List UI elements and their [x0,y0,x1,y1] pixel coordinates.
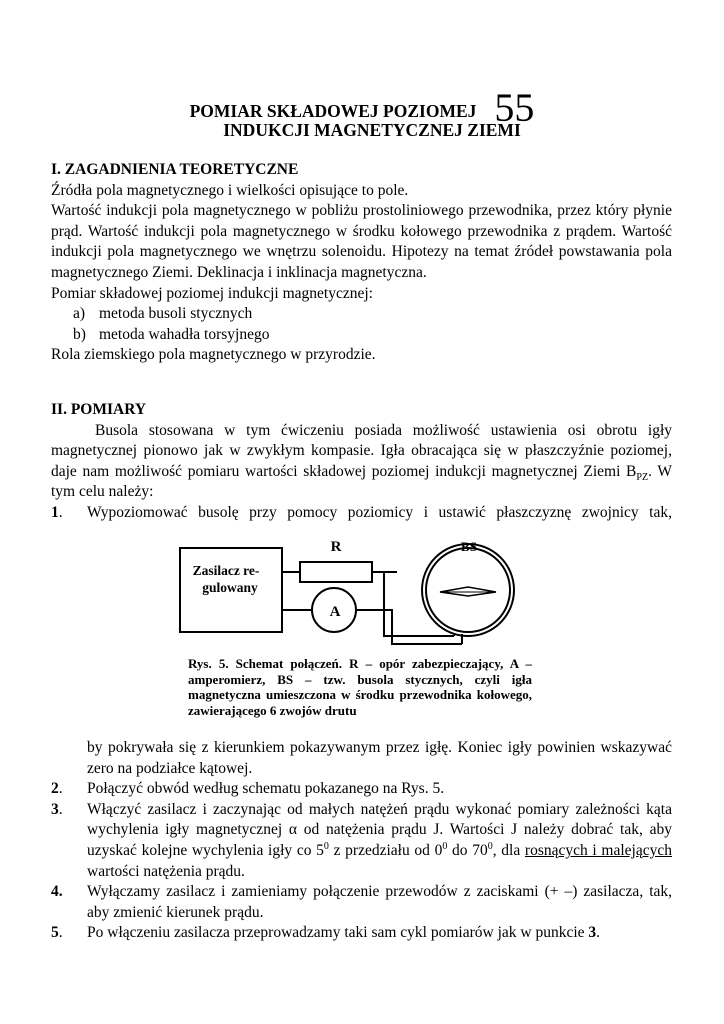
list-item [51,325,672,346]
step-text: Włączyć zasilacz i zaczynając od małych natężeń prądu wykonać pomiary zależności kąta wychylenia igły magnetycznej α od natężenia prądu J. Wartości J należy dobrać tak, aby uzyskać kolejne wychylenia igły co $5^0$ z przedziału od $0^0$ do $70^0$, dla rosnących i malejących wartości natężenia prądu. [87,800,672,880]
intro-subscript: PZ [636,471,649,483]
step-4 [51,882,672,923]
list-item-label: b) [73,325,86,343]
step-number: 3. [51,800,63,818]
step-text: Po włączeniu zasilacza przeprowadzamy taki sam cykl pomiarów jak w punkcie 3. [87,924,601,942]
compass-label: BS [461,539,477,554]
title-line1: POMIAR SKŁADOWEJ POZIOMEJ [189,101,477,121]
list-item-text: metoda wahadła torsyjnego [99,325,270,343]
section2-heading: II. POMIARY [51,401,147,418]
ammeter-label: A [329,604,341,620]
intro-end: . W tym celu należy: [51,462,672,501]
intro-text: Busola stosowana w tym ćwiczeniu posiada możliwość ustawienia osi obrotu igły magnetycznej pionowo jak w zwykłym kompasie. Igła obracająca się w płaszczyźnie poziomej, daje nam możliwość pomiaru wartości składowej poziomej indukcji magnetycznej Ziemi B [51,421,672,480]
step-number: 5. [51,924,63,942]
resistor-label: R [330,539,342,555]
list-item-label: a) [73,305,86,323]
section2-intro [51,421,672,503]
step-number: 1. [51,503,63,521]
section-measurements [51,400,672,524]
title-line2: INDUKCJI MAGNETYCZNEJ ZIEMI [223,120,521,140]
section-theory [51,160,672,366]
figure-caption: Rys. 5. Schemat połączeń. R – opór zabezpieczający, A – amperomierz, BS – tzw. busola stycznych, czyli igła magnetyczna umieszczona w środku przewodnika kołowego, zawierającego 6 zwojów drutu [188,656,532,718]
section1-heading: I. ZAGADNIENIA TEORETYCZNE [51,161,299,178]
resistor-symbol [300,562,372,582]
section1-paragraph3: Pomiar składowej poziomej indukcji magnetycznej: [51,284,373,302]
circuit-diagram [170,530,540,660]
step-5 [51,923,672,944]
exercise-number: 55 [494,85,535,130]
list-item-text: metoda busoli stycznych [99,305,253,323]
step-number: 4. [51,883,63,901]
step-2 [51,779,672,800]
section1-paragraph1: Źródła pola magnetycznego i wielkości opisujące to pole. [51,181,409,199]
step-text: Wyłączamy zasilacz i zamieniamy połączenie przewodów z zaciskami (+ –) zasilacza, tak, aby zmienić kierunek prądu. [87,883,672,921]
step-3 [51,800,672,882]
step-text: Połączyć obwód według schematu pokazanego na Rys. 5. [87,780,445,798]
section-measurements-continued [51,738,672,944]
psu-label-line1: Zasilacz re- [192,563,260,578]
section1-paragraph4: Rola ziemskiego pola magnetycznego w przyrodzie. [51,346,376,364]
section1-paragraph2: Wartość indukcji pola magnetycznego w pobliżu prostoliniowego przewodnika, przez który płynie prąd. Wartość indukcji pola magnetycznego w środku kołowego przewodnika z prądem. Wartość indukcji pola magnetycznego we wnętrzu solenoidu. Hipotezy na temat źródeł powstawania pola magnetycznego Ziemi. Deklinacja i inklinacja magnetyczna. [51,202,672,281]
step-number: 2. [51,780,63,798]
step-1-continued: by pokrywała się z kierunkiem pokazywanym przez igłę. Koniec igły powinien wskazywać zero na podziałce kątowej. [87,739,672,777]
list-item [51,304,672,325]
step-text: Wypoziomować busolę przy pomocy poziomicy i ustawić płaszczyznę zwojnicy tak, [87,503,672,521]
psu-label-line2: gulowany [202,580,258,595]
step-1 [51,503,672,524]
